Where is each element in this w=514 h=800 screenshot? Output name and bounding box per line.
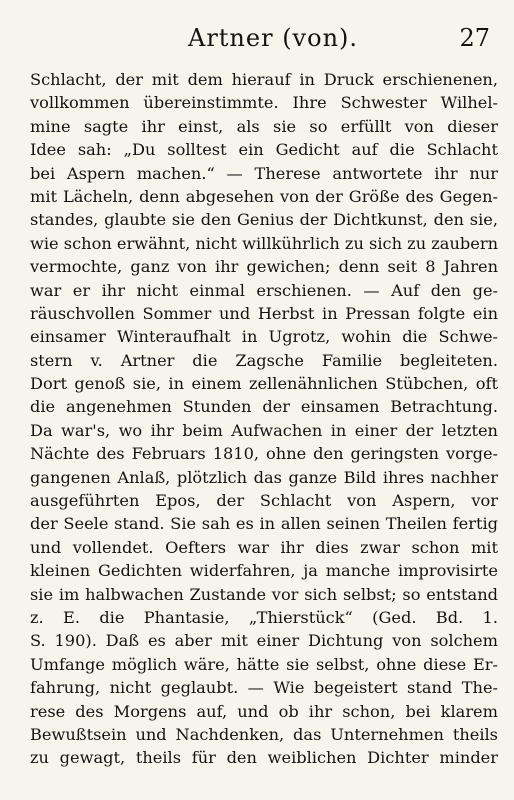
text-line: mine sagte ihr einst, als sie so erfüllt von dieser bbox=[30, 116, 498, 136]
body-text bbox=[30, 68, 498, 770]
text-line: fahrung, nicht geglaubt. — Wie begeistert stand The- bbox=[30, 678, 498, 698]
text-line: ausgeführten Epos, der Schlacht von Aspern, vor bbox=[30, 491, 498, 511]
text-line: S. 190). Daß es aber mit einer Dichtung von solchem bbox=[30, 631, 498, 651]
text-line: vollkommen übereinstimmte. Ihre Schwester Wilhel- bbox=[30, 93, 498, 113]
page-number: 27 bbox=[459, 24, 490, 52]
text-line: bei Aspern machen.“ — Therese antwortete ihr nur bbox=[30, 163, 498, 183]
text-line: Nächte des Februars 1810, ohne den geringsten vorge- bbox=[30, 444, 498, 464]
text-line: einsamer Winteraufhalt in Ugrotz, wohin die Schwe- bbox=[30, 327, 498, 347]
text-line: sie im halbwachen Zustande vor sich selbst; so entstand bbox=[30, 584, 498, 604]
text-line: Schlacht, der mit dem hierauf in Druck erschienenen, bbox=[30, 70, 498, 89]
text-line: Umfange möglich wäre, hätte sie selbst, ohne diese Er- bbox=[30, 654, 498, 674]
text-line: und vollendet. Oefters war ihr dies zwar schon mit bbox=[30, 537, 498, 557]
text-line: stern v. Artner die Zagsche Familie begleiteten. bbox=[30, 350, 498, 370]
text-line: Idee sah: „Du solltest ein Gedicht auf die Schlacht bbox=[30, 140, 498, 160]
text-line: Bewußtsein und Nachdenken, das Unternehmen theils bbox=[30, 724, 498, 744]
text-line: mit Lächeln, denn abgesehen von der Größe des Gegen- bbox=[30, 186, 498, 206]
text-line: wie schon erwähnt, nicht willkührlich zu sich zu zaubern bbox=[30, 233, 498, 253]
text-line: Da war's, wo ihr beim Aufwachen in einer der letzten bbox=[30, 420, 498, 440]
text-line: Dort genoß sie, in einem zellenähnlichen Stübchen, oft bbox=[30, 374, 498, 394]
text-line: gangenen Anlaß, plötzlich das ganze Bild ihres nachher bbox=[30, 467, 498, 487]
text-line: vermochte, ganz von ihr gewichen; denn seit 8 Jahren bbox=[30, 257, 498, 277]
text-line: z. E. die Phantasie, „Thierstück“ (Ged. Bd. 1. bbox=[30, 607, 498, 627]
text-line: räuschvollen Sommer und Herbst in Pressan folgte ein bbox=[30, 303, 498, 323]
text-line: zu gewagt, theils für den weiblichen Dichter minder bbox=[30, 748, 498, 768]
text-line: die angenehmen Stunden der einsamen Betrachtung. bbox=[30, 397, 498, 417]
text-line: war er ihr nicht einmal erschienen. — Auf den ge- bbox=[30, 280, 498, 300]
text-line: kleinen Gedichten widerfahren, ja manche improvisirte bbox=[30, 561, 498, 581]
page-header bbox=[30, 22, 496, 62]
running-head: Artner (von). bbox=[187, 24, 359, 52]
text-line: der Seele stand. Sie sah es in allen seinen Theilen fertig bbox=[30, 514, 498, 534]
text-line: rese des Morgens auf, und ob ihr schon, bei klarem bbox=[30, 701, 498, 721]
text-line: standes, glaubte sie den Genius der Dichtkunst, den sie, bbox=[30, 210, 498, 230]
